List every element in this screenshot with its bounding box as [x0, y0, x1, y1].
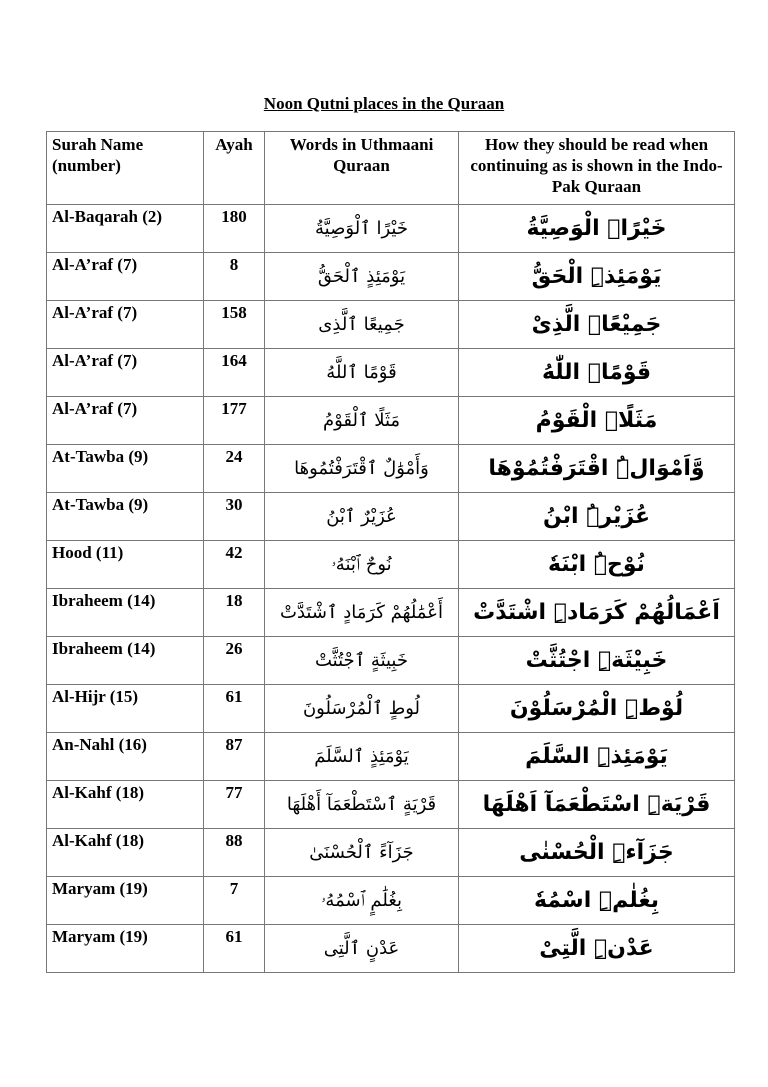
uthmaani-word-cell: عُزَيْرٌ ٱبْنُ	[265, 493, 459, 541]
uthmaani-word-cell: قَوْمًا ٱللَّهُ	[265, 349, 459, 397]
table-row	[47, 733, 735, 781]
surah-cell: Al-A’raf (7)	[47, 349, 204, 397]
table-row	[47, 589, 735, 637]
table-row	[47, 253, 735, 301]
ayah-cell: 61	[204, 925, 265, 973]
surah-cell: Al-Hijr (15)	[47, 685, 204, 733]
table-row	[47, 445, 735, 493]
surah-cell: Al-A’raf (7)	[47, 397, 204, 445]
uthmaani-word-cell: لُوطٍ ٱلْمُرْسَلُونَ	[265, 685, 459, 733]
header-uthmaani: Words in Uthmaani Quraan	[265, 132, 459, 205]
uthmaani-word-cell: عَدْنٍ ٱلَّتِى	[265, 925, 459, 973]
document-title: Noon Qutni places in the Quraan	[263, 94, 505, 113]
surah-cell: Al-A’raf (7)	[47, 301, 204, 349]
surah-cell: Al-A’raf (7)	[47, 253, 204, 301]
table-header-row	[47, 132, 735, 205]
uthmaani-word-cell: يَوْمَئِذٍ ٱلسَّلَمَ	[265, 733, 459, 781]
surah-cell: At-Tawba (9)	[47, 445, 204, 493]
ayah-cell: 7	[204, 877, 265, 925]
ayah-cell: 8	[204, 253, 265, 301]
noon-qutni-table	[46, 131, 735, 973]
surah-cell: Ibraheem (14)	[47, 637, 204, 685]
indopak-word-cell: عَدْنِۨ الَّتِىْ	[459, 925, 735, 973]
surah-cell: Al-Kahf (18)	[47, 829, 204, 877]
surah-cell: Hood (11)	[47, 541, 204, 589]
surah-cell: Maryam (19)	[47, 877, 204, 925]
indopak-word-cell: نُوْحُۨ ابْنَهٗ	[459, 541, 735, 589]
indopak-word-cell: خَبِيْثَةِۨ اجْتُثَّتْ	[459, 637, 735, 685]
ayah-cell: 164	[204, 349, 265, 397]
table-row	[47, 349, 735, 397]
table-row	[47, 829, 735, 877]
uthmaani-word-cell: جَمِيعًا ٱلَّذِى	[265, 301, 459, 349]
uthmaani-word-cell: خَبِيثَةٍ ٱجْتُثَّتْ	[265, 637, 459, 685]
ayah-cell: 87	[204, 733, 265, 781]
ayah-cell: 88	[204, 829, 265, 877]
ayah-cell: 18	[204, 589, 265, 637]
ayah-cell: 158	[204, 301, 265, 349]
header-ayah: Ayah	[204, 132, 265, 205]
ayah-cell: 77	[204, 781, 265, 829]
header-surah: Surah Name (number)	[47, 132, 204, 205]
indopak-word-cell: مَثَلًاۨ الْقَوْمُ	[459, 397, 735, 445]
uthmaani-word-cell: بِغُلَٰمٍ ٱسْمُهُۥ	[265, 877, 459, 925]
table-row	[47, 301, 735, 349]
uthmaani-word-cell: مَثَلًا ٱلْقَوْمُ	[265, 397, 459, 445]
surah-cell: Al-Kahf (18)	[47, 781, 204, 829]
indopak-word-cell: قَوْمًاۨ اللّٰهُ	[459, 349, 735, 397]
ayah-cell: 180	[204, 205, 265, 253]
surah-cell: Maryam (19)	[47, 925, 204, 973]
uthmaani-word-cell: جَزَآءً ٱلْحُسْنَىٰ	[265, 829, 459, 877]
indopak-word-cell: يَوْمَئِذِۨ السَّلَمَ	[459, 733, 735, 781]
header-indopak: How they should be read when continuing as is shown in the Indo-Pak Quraan	[459, 132, 735, 205]
ayah-cell: 61	[204, 685, 265, 733]
ayah-cell: 177	[204, 397, 265, 445]
indopak-word-cell: جَزَآءِۨ الْحُسْنٰى	[459, 829, 735, 877]
indopak-word-cell: قَرْيَةِۨ اسْتَطْعَمَآ اَهْلَهَا	[459, 781, 735, 829]
uthmaani-word-cell: يَوْمَئِذٍ ٱلْحَقُّ	[265, 253, 459, 301]
uthmaani-word-cell: أَعْمَٰلُهُمْ كَرَمَادٍ ٱشْتَدَّتْ	[265, 589, 459, 637]
surah-cell: At-Tawba (9)	[47, 493, 204, 541]
indopak-word-cell: عُزَيْرُۨ ابْنُ	[459, 493, 735, 541]
indopak-word-cell: بِغُلٰمِۨ اسْمُهٗ	[459, 877, 735, 925]
ayah-cell: 42	[204, 541, 265, 589]
table-row	[47, 493, 735, 541]
uthmaani-word-cell: خَيْرًا ٱلْوَصِيَّةُ	[265, 205, 459, 253]
uthmaani-word-cell: قَرْيَةٍ ٱسْتَطْعَمَآ أَهْلَهَا	[265, 781, 459, 829]
surah-cell: An-Nahl (16)	[47, 733, 204, 781]
surah-cell: Al-Baqarah (2)	[47, 205, 204, 253]
indopak-word-cell: خَيْرًاۨ الْوَصِيَّةُ	[459, 205, 735, 253]
table-row	[47, 637, 735, 685]
uthmaani-word-cell: نُوحٌ ٱبْنَهُۥ	[265, 541, 459, 589]
indopak-word-cell: جَمِيْعًاۨ الَّذِىْ	[459, 301, 735, 349]
table-row	[47, 541, 735, 589]
indopak-word-cell: اَعْمَالُهُمْ كَرَمَادِۨ اشْتَدَّتْ	[459, 589, 735, 637]
indopak-word-cell: يَوْمَئِذِۨ الْحَقُّ	[459, 253, 735, 301]
table-row	[47, 781, 735, 829]
table-row	[47, 685, 735, 733]
table-row	[47, 397, 735, 445]
indopak-word-cell: لُوْطِۨ الْمُرْسَلُوْنَ	[459, 685, 735, 733]
table-row	[47, 925, 735, 973]
ayah-cell: 26	[204, 637, 265, 685]
ayah-cell: 30	[204, 493, 265, 541]
indopak-word-cell: وَّاَمْوَالُۨ اقْتَرَفْتُمُوْهَا	[459, 445, 735, 493]
ayah-cell: 24	[204, 445, 265, 493]
table-row	[47, 877, 735, 925]
table-row	[47, 205, 735, 253]
surah-cell: Ibraheem (14)	[47, 589, 204, 637]
uthmaani-word-cell: وَأَمْوَٰلٌ ٱقْتَرَفْتُمُوهَا	[265, 445, 459, 493]
